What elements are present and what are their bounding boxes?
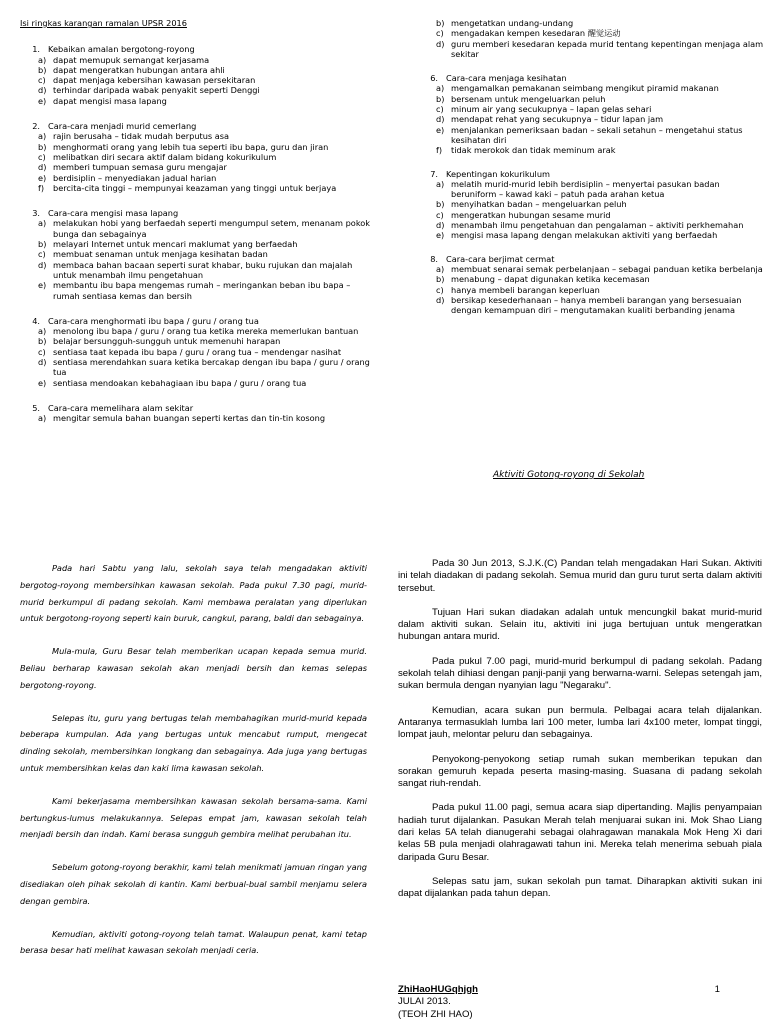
paragraph: Sebelum gotong-royong berakhir, kami telah menikmati jamuan ringan yang disediakan oleh pihak sekolah di kantin. Kami berbual-bual sambil menjamu selera dengan gembira. — [20, 862, 367, 906]
item-letter: d) — [38, 162, 47, 173]
item-text: bercita-cita tinggi – mempunyai keazaman yang tinggi untuk berjaya — [53, 182, 337, 193]
item-letter: e) — [436, 124, 445, 135]
item-letter: a) — [38, 326, 47, 337]
list-item — [418, 285, 764, 295]
section-items — [20, 55, 372, 106]
list-item — [20, 347, 372, 357]
item-text: memberi tumpuan semasa guru mengajar — [53, 162, 227, 173]
list-item — [20, 183, 372, 193]
paragraph: Pada pukul 7.00 pagi, murid-murid berkumpul di padang sekolah. Padang sekolah telah dihiasi dengan panji-panji yang berwarna-warni. Selepas setengah jam, sukan bermula dengan nyanyian lagu "Negaraku". — [398, 655, 762, 692]
item-text: hanya membeli barangan keperluan — [451, 284, 600, 295]
item-letter: a) — [38, 413, 47, 424]
paragraph: Mula-mula, Guru Besar telah memberikan ucapan kepada semua murid. Beliau berharap kawasan sekolah akan menjadi bersih dan kemas selepas bergotong-royong. — [20, 646, 367, 690]
section-items — [418, 264, 764, 315]
item-letter: d) — [436, 220, 445, 231]
list-item — [20, 173, 372, 183]
section-heading-text: Kebaikan amalan bergotong-royong — [48, 44, 195, 55]
right-sections — [418, 73, 764, 315]
item-text: melatih murid-murid lebih berdisiplin – menyertai pasukan badan beruniform – kawad kaki – patuh pada arahan ketua — [451, 178, 720, 200]
item-letter: c) — [436, 284, 444, 295]
item-text: sentiasa taat kepada ibu bapa / guru / orang tua – mendengar nasihat — [53, 346, 342, 357]
paragraph: Kami bekerjasama membersihkan kawasan sekolah bersama-sama. Kami bertungkus-lumus melakukannya. Selepas empat jam, kawasan sekolah telah menjadi bersih dan indah. Kami berasa sungguh gembira melihat perubahan itu. — [20, 795, 367, 840]
section-1 — [20, 44, 372, 106]
list-item — [20, 249, 372, 259]
item-letter: e) — [38, 280, 47, 291]
list-item — [418, 18, 764, 28]
section-heading — [418, 73, 764, 83]
list-item — [418, 39, 764, 60]
list-item — [20, 326, 372, 336]
section-heading-text: Cara-cara memelihara alam sekitar — [48, 402, 194, 413]
item-letter: e) — [436, 230, 445, 241]
item-text: dapat mengeratkan hubungan antara ahli — [53, 64, 225, 75]
list-item — [20, 260, 372, 281]
item-text: mengitar semula bahan buangan seperti kertas dan tin-tin kosong — [53, 413, 326, 424]
list-item — [20, 280, 372, 301]
item-text: menyihatkan badan – mengeluarkan peluh — [451, 199, 627, 210]
section-items — [20, 218, 372, 300]
item-text: melakukan hobi yang berfaedah seperti mengumpul setem, menanam pokok bunga dan sebagainya — [53, 218, 371, 239]
item-text: mengadakan kempen kesedaran 醒觉运动 — [451, 28, 621, 39]
list-item — [20, 85, 372, 95]
item-letter: c) — [436, 104, 444, 115]
item-letter: a) — [436, 178, 445, 189]
activity-title: Aktiviti Gotong-royong di Sekolah — [493, 470, 645, 480]
section-items — [20, 326, 372, 388]
section-number: 6. — [430, 73, 438, 84]
section-items — [418, 179, 764, 241]
list-item — [418, 28, 764, 38]
paragraph: Pada pukul 11.00 pagi, semua acara siap dipertanding. Majlis penyampaian hadiah turut dijalankan. Pasukan Merah telah menjuarai sukan ini. Mok Shao Liang dari kelas 5A telah dianugerahi sebagai olahragawan manakala Mok Heng Xi dari kelas 5B pula menjadi olahragawati tahun ini. Mereka telah menerima sebuah piala daripada Guru Besar. — [398, 802, 762, 863]
item-text: rajin berusaha – tidak mudah berputus asa — [53, 131, 230, 142]
list-item — [418, 199, 764, 209]
list-item — [20, 162, 372, 172]
section-number: 3. — [32, 208, 40, 219]
item-letter: a) — [38, 131, 47, 142]
item-text: mengeratkan hubungan sesame murid — [451, 209, 611, 220]
right-notes-column — [418, 18, 764, 328]
item-text: sentiasa merendahkan suara ketika bercakap dengan ibu bapa / guru / orang tua — [53, 357, 370, 378]
list-item — [418, 114, 764, 124]
essay-hari-sukan — [398, 558, 762, 913]
item-letter: a) — [436, 263, 445, 274]
item-letter: b) — [436, 18, 445, 28]
item-letter: a) — [436, 83, 445, 94]
footer-date: JULAI 2013. — [398, 996, 451, 1008]
list-item — [418, 210, 764, 220]
item-letter: b) — [436, 93, 445, 104]
list-item — [20, 142, 372, 152]
section-heading — [20, 121, 372, 131]
item-text: menambah ilmu pengetahuan dan pengalaman – aktiviti perkhemahan — [451, 220, 744, 231]
item-text: belajar bersungguh-sungguh untuk memenuhi harapan — [53, 336, 281, 347]
paragraph: Selepas itu, guru yang bertugas telah membahagikan murid-murid kepada beberapa kumpulan. Ada yang bertugas untuk mencabut rumput, mengecat dinding sekolah, membersihkan longkang dan sebagainya. Ada juga yang bertugas untuk membersihkan kelas dan kaki lima kawasan sekolah. — [20, 712, 367, 773]
list-item — [418, 104, 764, 114]
list-item — [20, 218, 372, 239]
section-heading-text: Cara-cara mengisi masa lapang — [48, 208, 179, 219]
section-4 — [20, 316, 372, 388]
section-8 — [418, 254, 764, 316]
item-letter: b) — [38, 336, 47, 347]
item-text: guru memberi kesedaran kepada murid tentang kepentingan menjaga alam sekitar — [451, 38, 764, 59]
section-heading-text: Cara-cara menjadi murid cemerlang — [48, 121, 197, 132]
section-number: 4. — [32, 315, 40, 326]
item-text: sentiasa mendoakan kebahagiaan ibu bapa / guru / orang tua — [53, 377, 307, 388]
paragraph: Kemudian, acara sukan pun bermula. Pelbagai acara telah dijalankan. Antaranya termasuklah lumba lari 100 meter, lumba lari 4x100 meter, lompat tinggi, lompat jauh, melontar peluru dan sebagainya. — [398, 704, 762, 741]
section-heading — [20, 208, 372, 218]
item-text: tidak merokok dan tidak meminum arak — [451, 145, 616, 156]
item-letter: a) — [38, 218, 47, 229]
essay-gotong-royong — [20, 560, 367, 975]
list-item — [20, 131, 372, 141]
section-items — [20, 413, 372, 423]
section-heading-text: Cara-cara berjimat cermat — [446, 253, 555, 264]
list-item — [418, 264, 764, 274]
item-text: dapat menjaga kebersihan kawasan persekitaran — [53, 75, 256, 86]
list-item — [418, 274, 764, 284]
item-letter: b) — [38, 64, 47, 75]
section-items — [418, 83, 764, 155]
item-text: dapat mengisi masa lapang — [53, 95, 167, 106]
list-item — [418, 220, 764, 230]
paragraph: Selepas satu jam, sukan sekolah pun tamat. Diharapkan aktiviti sukan ini dapat dijalankan pada tahun depan. — [398, 875, 762, 900]
item-letter: c) — [436, 209, 444, 220]
item-letter: f) — [38, 182, 45, 193]
continued-list — [418, 18, 764, 59]
item-letter: e) — [38, 172, 47, 183]
section-number: 5. — [32, 402, 40, 413]
paragraph: Tujuan Hari sukan diadakan adalah untuk mencungkil bakat murid-murid dalam aktiviti sukan. Selain itu, aktiviti ini juga bertujuan untuk mengeratkan hubungan antara murid. — [398, 606, 762, 643]
section-2 — [20, 121, 372, 193]
section-number: 2. — [32, 121, 40, 132]
item-text: membantu ibu bapa mengemas rumah – meringankan beban ibu bapa – rumah sentiasa kemas dan bersih — [53, 280, 351, 301]
section-heading — [20, 44, 372, 54]
item-letter: c) — [38, 75, 46, 86]
item-letter: c) — [38, 346, 46, 357]
item-letter: e) — [38, 95, 47, 106]
item-letter: e) — [38, 377, 47, 388]
list-item — [20, 336, 372, 346]
footer-name: ZhiHaoHUGqhjgh — [398, 984, 478, 995]
item-text: bersenam untuk mengeluarkan peluh — [451, 93, 606, 104]
list-item — [20, 357, 372, 378]
section-7 — [418, 169, 764, 241]
item-text: terhindar daripada wabak penyakit seperti Denggi — [53, 85, 260, 96]
list-item — [418, 230, 764, 240]
paragraph: Kemudian, aktiviti gotong-royong telah tamat. Walaupun penat, kami tetap berasa besar hati melihat kawasan sekolah menjadi ceria. — [20, 928, 367, 956]
item-text: menghormati orang yang lebih tua seperti ibu bapa, guru dan jiran — [53, 141, 329, 152]
item-letter: d) — [38, 357, 47, 368]
item-text: membuat senarai semak perbelanjaan – sebagai panduan ketika berbelanja — [451, 263, 763, 274]
item-text: minum air yang secukupnya – lapan gelas sehari — [451, 104, 652, 115]
item-letter: c) — [38, 151, 46, 162]
item-letter: b) — [38, 239, 47, 250]
item-text: berdisiplin – menyediakan jadual harian — [53, 172, 217, 183]
document-title: Isi ringkas karangan ramalan UPSR 2016 — [20, 18, 187, 28]
item-text: melayari Internet untuk mencari maklumat yang berfaedah — [53, 239, 298, 250]
item-letter: f) — [436, 145, 443, 156]
paragraph: Pada 30 Jun 2013, S.J.K.(C) Pandan telah mengadakan Hari Sukan. Aktiviti ini telah diadakan di padang sekolah. Semua murid dan guru turut serta dalam aktiviti tersebut. — [398, 558, 762, 594]
item-letter: d) — [436, 38, 445, 49]
item-text: melibatkan diri secara aktif dalam bidang kokurikulum — [53, 151, 277, 162]
list-item — [20, 413, 372, 423]
section-heading-text: Cara-cara menjaga kesihatan — [446, 73, 567, 84]
list-item — [418, 179, 764, 200]
item-letter: d) — [436, 114, 445, 125]
section-6 — [418, 73, 764, 155]
section-heading — [20, 316, 372, 326]
list-item — [418, 94, 764, 104]
item-text: mengetatkan undang-undang — [451, 18, 574, 28]
item-text: menabung – dapat digunakan ketika kecemasan — [451, 274, 650, 285]
item-letter: b) — [38, 141, 47, 152]
item-text: membuat senaman untuk menjaga kesihatan badan — [53, 249, 268, 260]
list-item — [20, 152, 372, 162]
item-text: menjalankan pemeriksaan badan – sekali setahun – mengetahui status kesihatan diri — [451, 124, 743, 145]
left-notes-column — [20, 18, 372, 439]
item-text: mengisi masa lapang dengan melakukan aktiviti yang berfaedah — [451, 230, 718, 241]
left-sections — [20, 44, 372, 423]
item-text: mengamalkan pemakanan seimbang mengikut piramid makanan — [451, 83, 719, 94]
item-letter: c) — [38, 249, 46, 260]
item-text: bersikap kesederhanaan – hanya membeli barangan yang bersesuaian dengan kemampuan diri – mengutamakan kualiti berbanding jenama — [451, 294, 742, 316]
section-number: 7. — [430, 168, 438, 179]
section-heading — [418, 169, 764, 179]
item-text: dapat memupuk semangat kerjasama — [53, 54, 210, 65]
list-item — [20, 378, 372, 388]
list-item — [20, 65, 372, 75]
item-letter: d) — [436, 294, 445, 305]
section-heading-text: Cara-cara menghormati ibu bapa / guru / orang tua — [48, 315, 259, 326]
footer — [398, 984, 762, 1021]
section-heading-text: Kepentingan kokurikulum — [446, 168, 550, 179]
item-text: menolong ibu bapa / guru / orang tua ketika mereka memerlukan bantuan — [53, 326, 359, 337]
item-text: membaca bahan bacaan seperti surat khabar, buku rujukan dan majalah untuk menambah ilmu pengetahuan — [53, 259, 353, 280]
paragraph: Pada hari Sabtu yang lalu, sekolah saya telah mengadakan aktiviti bergotog-royong membersihkan kawasan sekolah. Pada pukul 7.30 pagi, murid-murid berkumpul di padang sekolah. Kami membawa peralatan yang diperlukan untuk bergotong-royong seperti kain buruk, cangkul, parang, baldi dan sebagainya. — [20, 563, 367, 624]
list-item — [20, 96, 372, 106]
list-item — [418, 145, 764, 155]
section-number: 1. — [32, 44, 40, 55]
section-heading — [20, 403, 372, 413]
list-item — [20, 239, 372, 249]
list-item — [20, 55, 372, 65]
item-letter: b) — [436, 199, 445, 210]
item-letter: a) — [38, 54, 47, 65]
paragraph: Penyokong-penyokong setiap rumah sukan memberikan tepukan dan sorakan gemuruh kepada peserta masing-masing. Suasana di padang sekolah sangat riuh-rendah. — [398, 753, 762, 790]
item-letter: d) — [38, 85, 47, 96]
footer-author: (TEOH ZHI HAO) — [398, 1008, 473, 1020]
item-letter: c) — [436, 28, 444, 39]
item-letter: d) — [38, 259, 47, 270]
section-heading — [418, 254, 764, 264]
item-text: mendapat rehat yang secukupnya – tidur lapan jam — [451, 114, 664, 125]
list-item — [418, 295, 764, 316]
section-5 — [20, 403, 372, 424]
list-item — [418, 83, 764, 93]
page-number: 1 — [714, 984, 720, 995]
item-letter: b) — [436, 274, 445, 285]
list-item — [418, 125, 764, 146]
section-number: 8. — [430, 253, 438, 264]
section-3 — [20, 208, 372, 301]
list-item — [20, 75, 372, 85]
section-items — [20, 131, 372, 193]
